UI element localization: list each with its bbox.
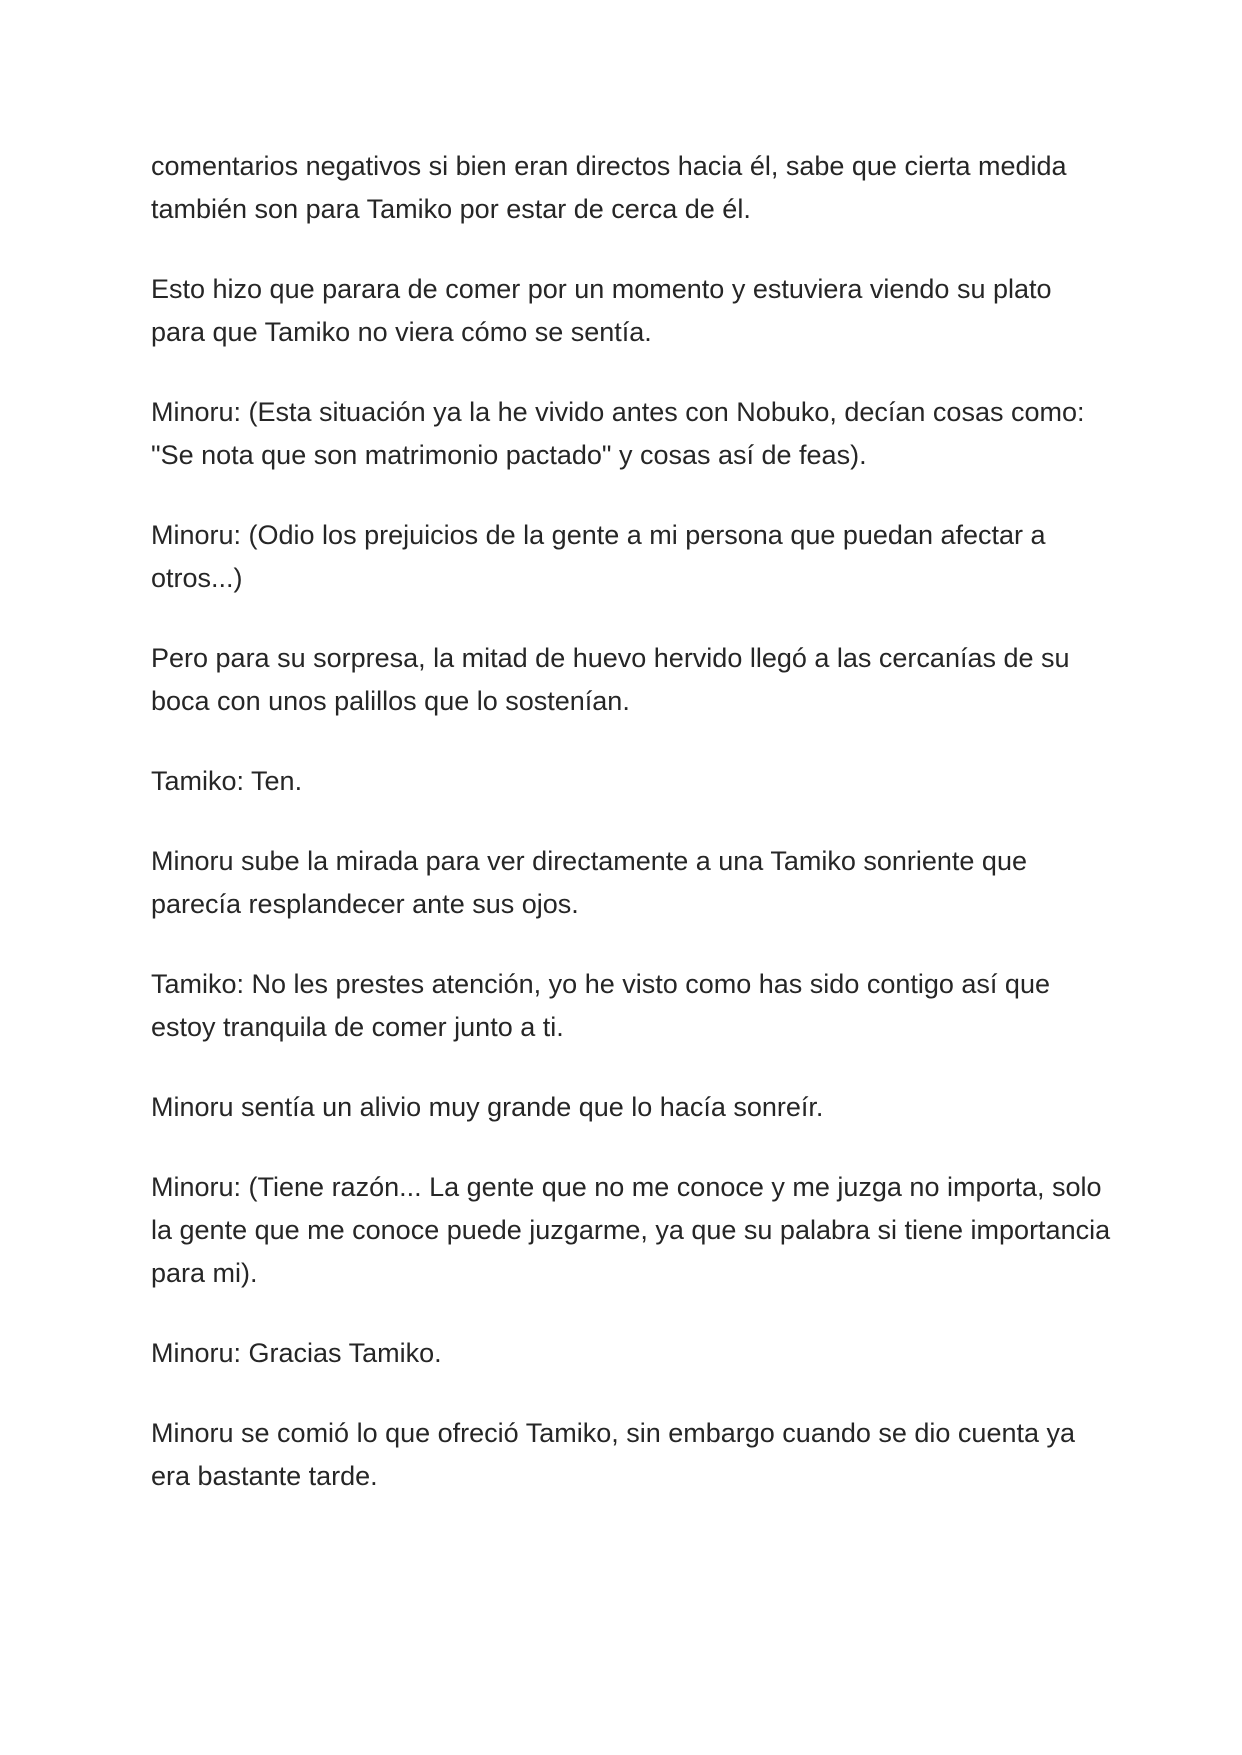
paragraph-2: Esto hizo que parara de comer por un momento y estuviera viendo su plato para que Tamiko no viera cómo se sentía.: [151, 274, 1052, 347]
paragraph-7: Minoru sube la mirada para ver directamente a una Tamiko sonriente que parecía resplandecer ante sus ojos.: [151, 846, 1027, 919]
paragraph-12: Minoru se comió lo que ofreció Tamiko, sin embargo cuando se dio cuenta ya era bastante tarde.: [151, 1418, 1076, 1491]
paragraph-8: Tamiko: No les prestes atención, yo he visto como has sido contigo así que estoy tranquila de comer junto a ti.: [151, 969, 1050, 1042]
document-body: [151, 145, 1111, 1535]
paragraph-1: comentarios negativos si bien eran directos hacia él, sabe que cierta medida también son para Tamiko por estar de cerca de él.: [151, 151, 1067, 224]
paragraph-3: Minoru: (Esta situación ya la he vivido antes con Nobuko, decían cosas como: "Se nota que son matrimonio pactado" y cosas así de feas).: [151, 397, 1085, 470]
paragraph-9: Minoru sentía un alivio muy grande que lo hacía sonreír.: [151, 1092, 824, 1122]
paragraph-10: Minoru: (Tiene razón... La gente que no me conoce y me juzga no importa, solo la gente que me conoce puede juzgarme, ya que su palabra si tiene importancia para mi).: [151, 1172, 1111, 1288]
paragraph-5: Pero para su sorpresa, la mitad de huevo hervido llegó a las cercanías de su boca con unos palillos que lo sostenían.: [151, 643, 1070, 716]
paragraph-6: Tamiko: Ten.: [151, 766, 303, 796]
paragraph-4: Minoru: (Odio los prejuicios de la gente a mi persona que puedan afectar a otros...): [151, 520, 1046, 593]
paragraph-11: Minoru: Gracias Tamiko.: [151, 1338, 442, 1368]
